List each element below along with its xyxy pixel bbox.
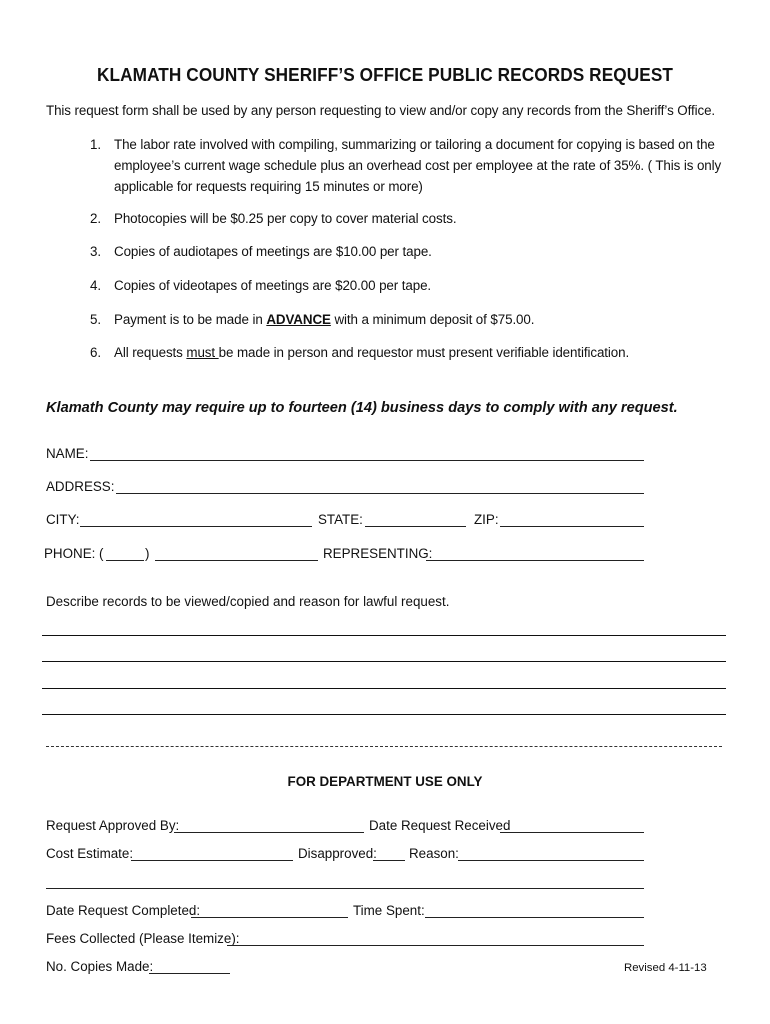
representing-field[interactable] [426,560,644,561]
reason-label: Reason: [409,846,459,861]
city-label: CITY: [46,512,80,527]
item-text-post: be made in person and requestor must present verifiable identification. [218,345,630,360]
item-text-post: with a minimum deposit of $75.00. [330,312,535,327]
item-text-line: employee’s current wage schedule plus an overhead cost per employee at the rate of 35%. ( This is only [114,158,722,173]
fees-collected-field[interactable] [227,945,644,946]
item-number: 5. [90,312,101,327]
describe-label: Describe records to be viewed/copied and reason for lawful request. [46,594,450,609]
time-spent-label: Time Spent: [353,903,425,918]
date-completed-field[interactable] [191,917,348,918]
name-field[interactable] [90,460,644,461]
representing-label: REPRESENTING: [323,546,433,561]
city-field[interactable] [80,526,312,527]
revision-date: Revised 4-11-13 [624,962,707,974]
state-field[interactable] [365,526,466,527]
approved-by-field[interactable] [174,832,364,833]
copies-made-field[interactable] [149,973,230,974]
item-text [114,309,534,330]
reason-continued-field[interactable] [46,888,644,889]
approved-by-label: Request Approved By: [46,818,180,833]
describe-line[interactable] [42,688,726,689]
item-number: 4. [90,278,101,293]
describe-line[interactable] [42,635,726,636]
time-spent-field[interactable] [425,917,644,918]
date-completed-label: Date Request Completed: [46,903,201,918]
name-label: NAME: [46,446,89,461]
zip-field[interactable] [500,526,644,527]
describe-line[interactable] [42,714,726,715]
date-received-label: Date Request Received [369,818,511,833]
fees-collected-label: Fees Collected (Please Itemize): [46,931,240,946]
must-emphasis: must [186,345,219,360]
date-received-field[interactable] [500,832,644,833]
cut-line-divider [46,746,722,747]
copies-made-label: No. Copies Made: [46,959,154,974]
phone-area-code-field[interactable] [106,560,144,561]
address-label: ADDRESS: [46,479,115,494]
zip-label: ZIP: [474,512,499,527]
disapproved-label: Disapproved: [298,846,377,861]
intro-text: This request form shall be used by any person requesting to view and/or copy any records from the Sheriff’s Office. [46,103,716,118]
cost-estimate-field[interactable] [131,860,293,861]
item-text: Copies of audiotapes of meetings are $10.00 per tape. [114,244,432,259]
item-number: 6. [90,345,101,360]
item-text: Photocopies will be $0.25 per copy to cover material costs. [114,211,457,226]
item-number: 1. [90,137,101,152]
advance-emphasis: ADVANCE [266,312,331,327]
describe-line[interactable] [42,661,726,662]
department-header: FOR DEPARTMENT USE ONLY [287,774,483,789]
address-field[interactable] [116,493,644,494]
phone-number-field[interactable] [155,560,318,561]
phone-paren: ) [145,546,150,561]
business-days-notice: Klamath County may require up to fourteen (14) business days to comply with any request. [46,400,678,416]
item-number: 3. [90,244,101,259]
item-text-pre: Payment is to be made in [114,312,267,327]
item-number: 2. [90,211,101,226]
item-text [114,342,629,363]
item-text-line: applicable for requests requiring 15 minutes or more) [114,179,423,194]
item-text-pre: All requests [114,345,187,360]
reason-field[interactable] [458,860,644,861]
item-text: Copies of videotapes of meetings are $20.00 per tape. [114,278,432,293]
item-text-line: The labor rate involved with compiling, summarizing or tailoring a document for copying is based on the [114,137,715,152]
form-title: KLAMATH COUNTY SHERIFF’S OFFICE PUBLIC RECORDS REQUEST [97,64,673,85]
state-label: STATE: [318,512,363,527]
disapproved-field[interactable] [373,860,405,861]
cost-estimate-label: Cost Estimate: [46,846,134,861]
phone-label: PHONE: ( [44,546,104,561]
